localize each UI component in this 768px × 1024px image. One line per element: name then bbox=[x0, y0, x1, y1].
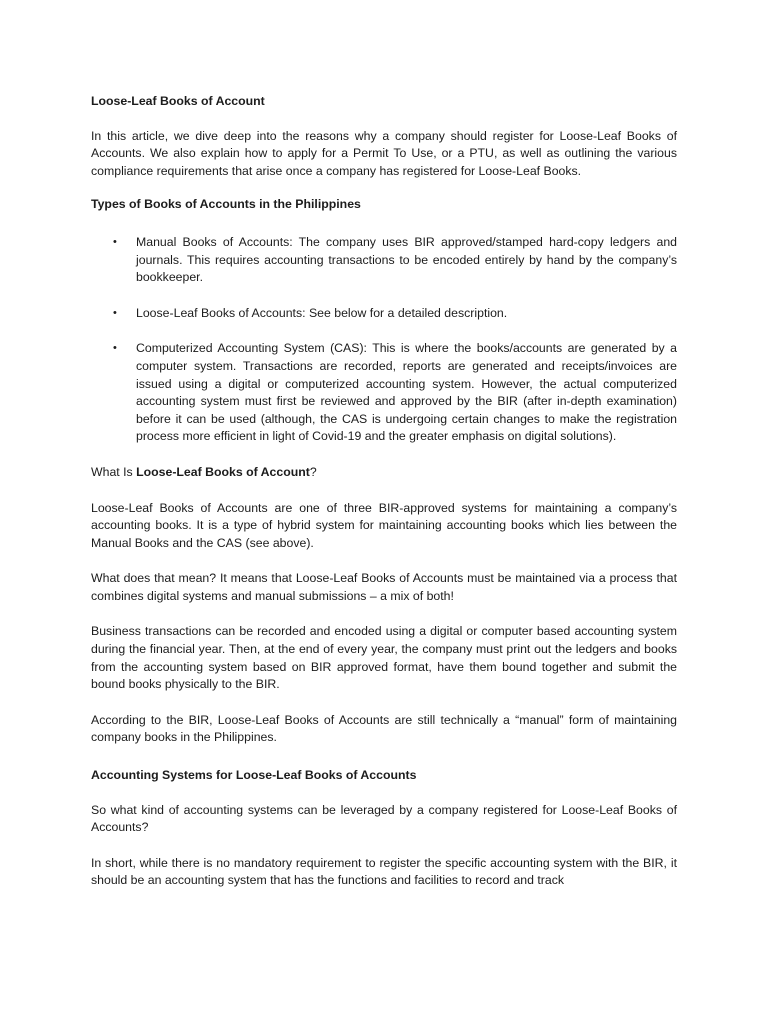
meaning-paragraph: What does that mean? It means that Loose-Leaf Books of Accounts must be maintained via a process that combines digital systems and manual submissions – a mix of both! bbox=[91, 571, 677, 603]
bir-paragraph: According to the BIR, Loose-Leaf Books of Accounts are still technically a “manual” form of maintaining company books in the Philippines. bbox=[91, 712, 677, 745]
list-item-text: Computerized Accounting System (CAS): This is where the books/accounts are generated by a computer system. Transactions are recorded, reports are generated and receipts/invoices are issued using a digital or computerized accounting system. However, the actual computerized accounting system must first be reviewed and approved by the BIR (after in-depth examination) before it can be used (although, the CAS is undergoing certain changes to make the registration process more efficient in light of Covid-19 and the greater emphasis on digital solutions). bbox=[136, 341, 677, 444]
page-title: Loose-Leaf Books of Account bbox=[91, 94, 265, 108]
what-is-suffix: ? bbox=[309, 464, 317, 479]
bullet-icon: • bbox=[113, 342, 117, 355]
short-paragraph: In short, while there is no mandatory requirement to register the specific accounting system with the BIR, it should be an accounting system that has the functions and facilities to record and track bbox=[91, 855, 677, 888]
definition-paragraph: Loose-Leaf Books of Accounts are one of three BIR-approved systems for maintaining a company’s accounting books. It is a type of hybrid system for maintaining accounting books which lies between the Manual Books and the CAS (see above). bbox=[91, 500, 677, 550]
list-item-text: Loose-Leaf Books of Accounts: See below for a detailed description. bbox=[136, 305, 508, 320]
list-item-text: Manual Books of Accounts: The company uses BIR approved/stamped hard-copy ledgers and journals. This requires accounting transactions to be encoded entirely by hand by the company’s bookkeeper. bbox=[136, 234, 677, 285]
list-item bbox=[91, 340, 677, 446]
what-is-heading bbox=[91, 464, 677, 482]
bullet-icon: • bbox=[113, 306, 117, 319]
list-item bbox=[91, 234, 677, 287]
question-paragraph: So what kind of accounting systems can be leveraged by a company registered for Loose-Leaf Books of Accounts? bbox=[91, 802, 677, 835]
types-heading: Types of Books of Accounts in the Philippines bbox=[91, 197, 361, 212]
list-item bbox=[91, 305, 677, 323]
bullet-icon: • bbox=[113, 235, 117, 248]
what-is-bold: Loose-Leaf Books of Account bbox=[136, 464, 310, 479]
types-list bbox=[91, 234, 677, 446]
what-is-prefix: What Is bbox=[91, 464, 137, 479]
systems-heading: Accounting Systems for Loose-Leaf Books of Accounts bbox=[91, 768, 417, 783]
business-paragraph: Business transactions can be recorded and encoded using a digital or computer based accounting system during the financial year. Then, at the end of every year, the company must print out the ledgers and books from the accounting system based on BIR approved format, have them bound together and submit the bound books physically to the BIR. bbox=[91, 624, 677, 692]
intro-paragraph: In this article, we dive deep into the reasons why a company should register for Loose-Leaf Books of Accounts. We also explain how to apply for a Permit To Use, or a PTU, as well as outlining the various compliance requirements that arise once a company has registered for Loose-Leaf Books. bbox=[91, 128, 677, 178]
document-page bbox=[91, 93, 677, 890]
